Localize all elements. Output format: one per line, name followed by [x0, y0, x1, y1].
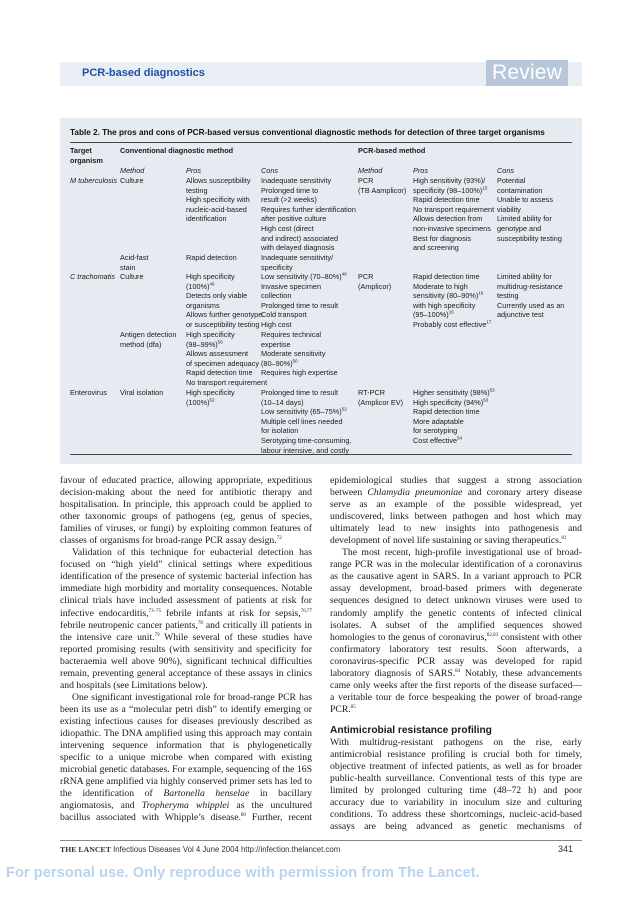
paragraph: Validation of this technique for eubacterial detection has focused on “high yield” clinical settings where expeditious identification of the presence of systemic bacterial infection has immediate high morbidity and mortality consequences. Notable clinical trials have included assessment of patients at risk for infective endocarditis,$^{73-75}$ febrile infants at risk for sepsis,$^{76,77}$ febrile neutropenic cancer patients,$^{78}$ and critically ill patients in the intensive care unit.$^{79}$ While several of these studies have reported promising results (with sensitivity and specificity for bacteraemia well above 90%), significant technical difficulties remain, preventing general acceptance of these assays in clinics and hospitals (see Limitations below).	[60, 547, 313, 691]
paragraph: One significant investigational role for broad-range PCR has been its use as a “molecular petri dish” to identify emerging or existing infectious causes for diseases previously described as idiopathic. The DNA amplified using this approach may contain intervening sequence information that is phylogenetically specific to a unique microbe when compared with existing microbial genetic databases. For example, sequencing of the 16S rRNA gene amplified via highly conserved primer sets has led to the identification of Bartonella henselae in bacillary angiomatosis, and Tropheryma whipplei as the uncultured bacillus associated with Whipple’s disease.$^{80}$ Further, recent	[60, 691, 312, 824]
tb-pcr-cons: Potential contamination Unable to assess viability Limited ability for genotype and susceptibility testing	[497, 176, 562, 243]
review-tag: Review	[486, 60, 568, 86]
ct-culture-cons: Low sensitivity (70–80%)$^{46}$ Invasive specimen collection Prolonged time to result Cold transport High cost	[261, 271, 347, 329]
paragraph: favour of educated practice, allowing appropriate, expeditious decision-making about the need for antibiotic therapy and hospitalisation. In principle, this approach could be applied to other taxonomic groups of pathogens (eg, genus of species, families of viruses, or fungi) by exploiting common features of classes of organisms for broad-range PCR assay design.$^{72}$	[60, 475, 312, 547]
table-rule-top	[70, 142, 572, 143]
header-target: Target organism	[70, 146, 103, 165]
ct-dfa-pros: High specificity (98–99%)$^{50}$ Allows assessment of specimen adequacy Rapid detection time No transport requirement	[186, 330, 268, 387]
tb-culture-pros: Allows susceptibility testing High specificity with nucleic-acid-based identification	[186, 176, 251, 224]
paragraph: The most recent, high-profile investigational use of broad-range PCR was in the molecular identification of a coronavirus as the causative agent in SARS. In a variant approach to PCR assay development, broad-based primers with degenerate sequences designed to detect unknown viruses were used to randomly amplify the genetic contents of infected clinical isolates. A subset of the amplified sequences showed homologies to the genus of coronavirus,$^{82,83}$ consistent with other confirmatory laboratory test results. Soon afterwards, a coronavirus-specific PCR assay was developed for rapid laboratory diagnosis of SARS.$^{84}$ Notably, these advancements came only weeks after the first reports of the disease surfaced—a veritable tour de force bespeaking the power of broad-range PCR.$^{85}$	[330, 547, 583, 715]
permission-notice: For personal use. Only reproduce with permission from The Lancet.	[6, 865, 480, 881]
ev-culture-pros: High specificity (100%)$^{52}$	[186, 388, 235, 407]
section-title: PCR-based diagnostics	[82, 67, 205, 79]
ct-culture-pros: High specificity (100%)$^{46}$ Detects only viable organisms Allows further genotype or susceptibility testing	[186, 272, 263, 329]
ev-pcr-method: RT-PCR (Amplicor EV)	[358, 388, 404, 407]
subheader-pcr-pros: Pros	[413, 166, 429, 175]
ct-pcr-cons: Limited ability for multidrug-resistance testing Currently used as an adjunctive test	[497, 272, 565, 320]
tb-culture-cons: Inadequate sensitivity Prolonged time to result (>2 weeks) Requires further identification after positive culture High cost (direct and indirect) associated with delayed diagnosis	[261, 176, 356, 253]
header-pcr: PCR-based method	[358, 146, 426, 155]
page-number: 341	[558, 844, 574, 854]
target-ev: Enterovirus	[70, 388, 107, 397]
ct-pcr-method: PCR (Amplicor)	[358, 272, 392, 291]
body-column-left	[60, 475, 312, 824]
ct-dfa-method: Antigen detection method (dfa)	[120, 330, 177, 349]
section-heading: Antimicrobial resistance profiling	[330, 724, 492, 736]
target-tb: M tuberculosis	[70, 176, 118, 185]
subheader-pcr-cons: Cons	[497, 166, 515, 175]
tb-culture-method: Culture	[120, 176, 144, 185]
tb-afb-pros: Rapid detection	[186, 253, 237, 262]
subheader-pcr-method: Method	[358, 166, 383, 175]
tb-pcr-pros: High sensitivity (93%)/ specificity (98–100%)$^{15}$ Rapid detection time No transport requirement Allows detection from non-invasive specimens Best for diagnosis and screening	[413, 176, 495, 253]
subheader-method: Method	[120, 166, 145, 175]
tb-afb-method: Acid-fast stain	[120, 253, 149, 272]
tb-pcr-method: PCR (TB Aamplicor)	[358, 176, 407, 195]
ev-culture-cons: Prolonged time to result (10–14 days) Low sensitivity (65–75%)$^{52}$ Multiple cell lines needed for isolation Serotyping time-consuming, labour intensive, and costly	[261, 388, 352, 455]
footer-citation: THE LANCET Infectious Diseases Vol 4 June 2004 http://infection.thelancet.com	[60, 845, 341, 854]
body-column-right	[330, 475, 582, 833]
ct-dfa-cons: Requires technical expertise Moderate sensitivity (80–90%)$^{50}$ Requires high expertise	[261, 330, 338, 378]
footer-rule	[60, 840, 582, 841]
ev-culture-method: Viral isolation	[120, 388, 164, 397]
ev-pcr-pros: Higher sensitivity (98%)$^{53}$ High specificity (94%)$^{53}$ Rapid detection time More adaptable for serotyping Cost effective$^{54}$	[413, 387, 495, 445]
subheader-cons: Cons	[261, 166, 279, 175]
target-ct: C trachomatis	[70, 272, 116, 281]
ct-culture-method: Culture	[120, 272, 144, 281]
paragraph: epidemiological studies that suggest a strong association between Chlamydia pneumoniae and coronary artery disease serve as an example of the possible widespread, yet undiscovered, links between pathogen and host which may ultimately lead to new insights into pathogenesis and development of novel life sustaining or saving therapeutics.$^{81}$	[330, 475, 582, 547]
paragraph: With multidrug-resistant pathogens on the rise, early antimicrobial resistance profiling is crucial both for timely, objective treatment of infected patients, as well as for broader public-health surveillance. Conventional tests of this type are limited by prolonged culturing time (48–72 h) and poor accuracy due to variability in inoculum size and culturing conditions. To address these shortcomings, nucleic-acid-based assays are being advanced as genetic mechanisms of	[330, 736, 582, 833]
ct-pcr-pros: Rapid detection time Moderate to high sensitivity (80–90%)$^{16}$ with high specificity (95–100%)$^{16}$ Probably cost effective$^{17}$	[413, 272, 492, 329]
header-conventional: Conventional diagnostic method	[120, 146, 234, 155]
tb-afb-cons: Inadequate sensitivity/ specificity	[261, 253, 334, 272]
subheader-pros: Pros	[186, 166, 202, 175]
table-caption: Table 2. The pros and cons of PCR-based versus conventional diagnostic methods for detection of three target organisms	[70, 128, 545, 137]
